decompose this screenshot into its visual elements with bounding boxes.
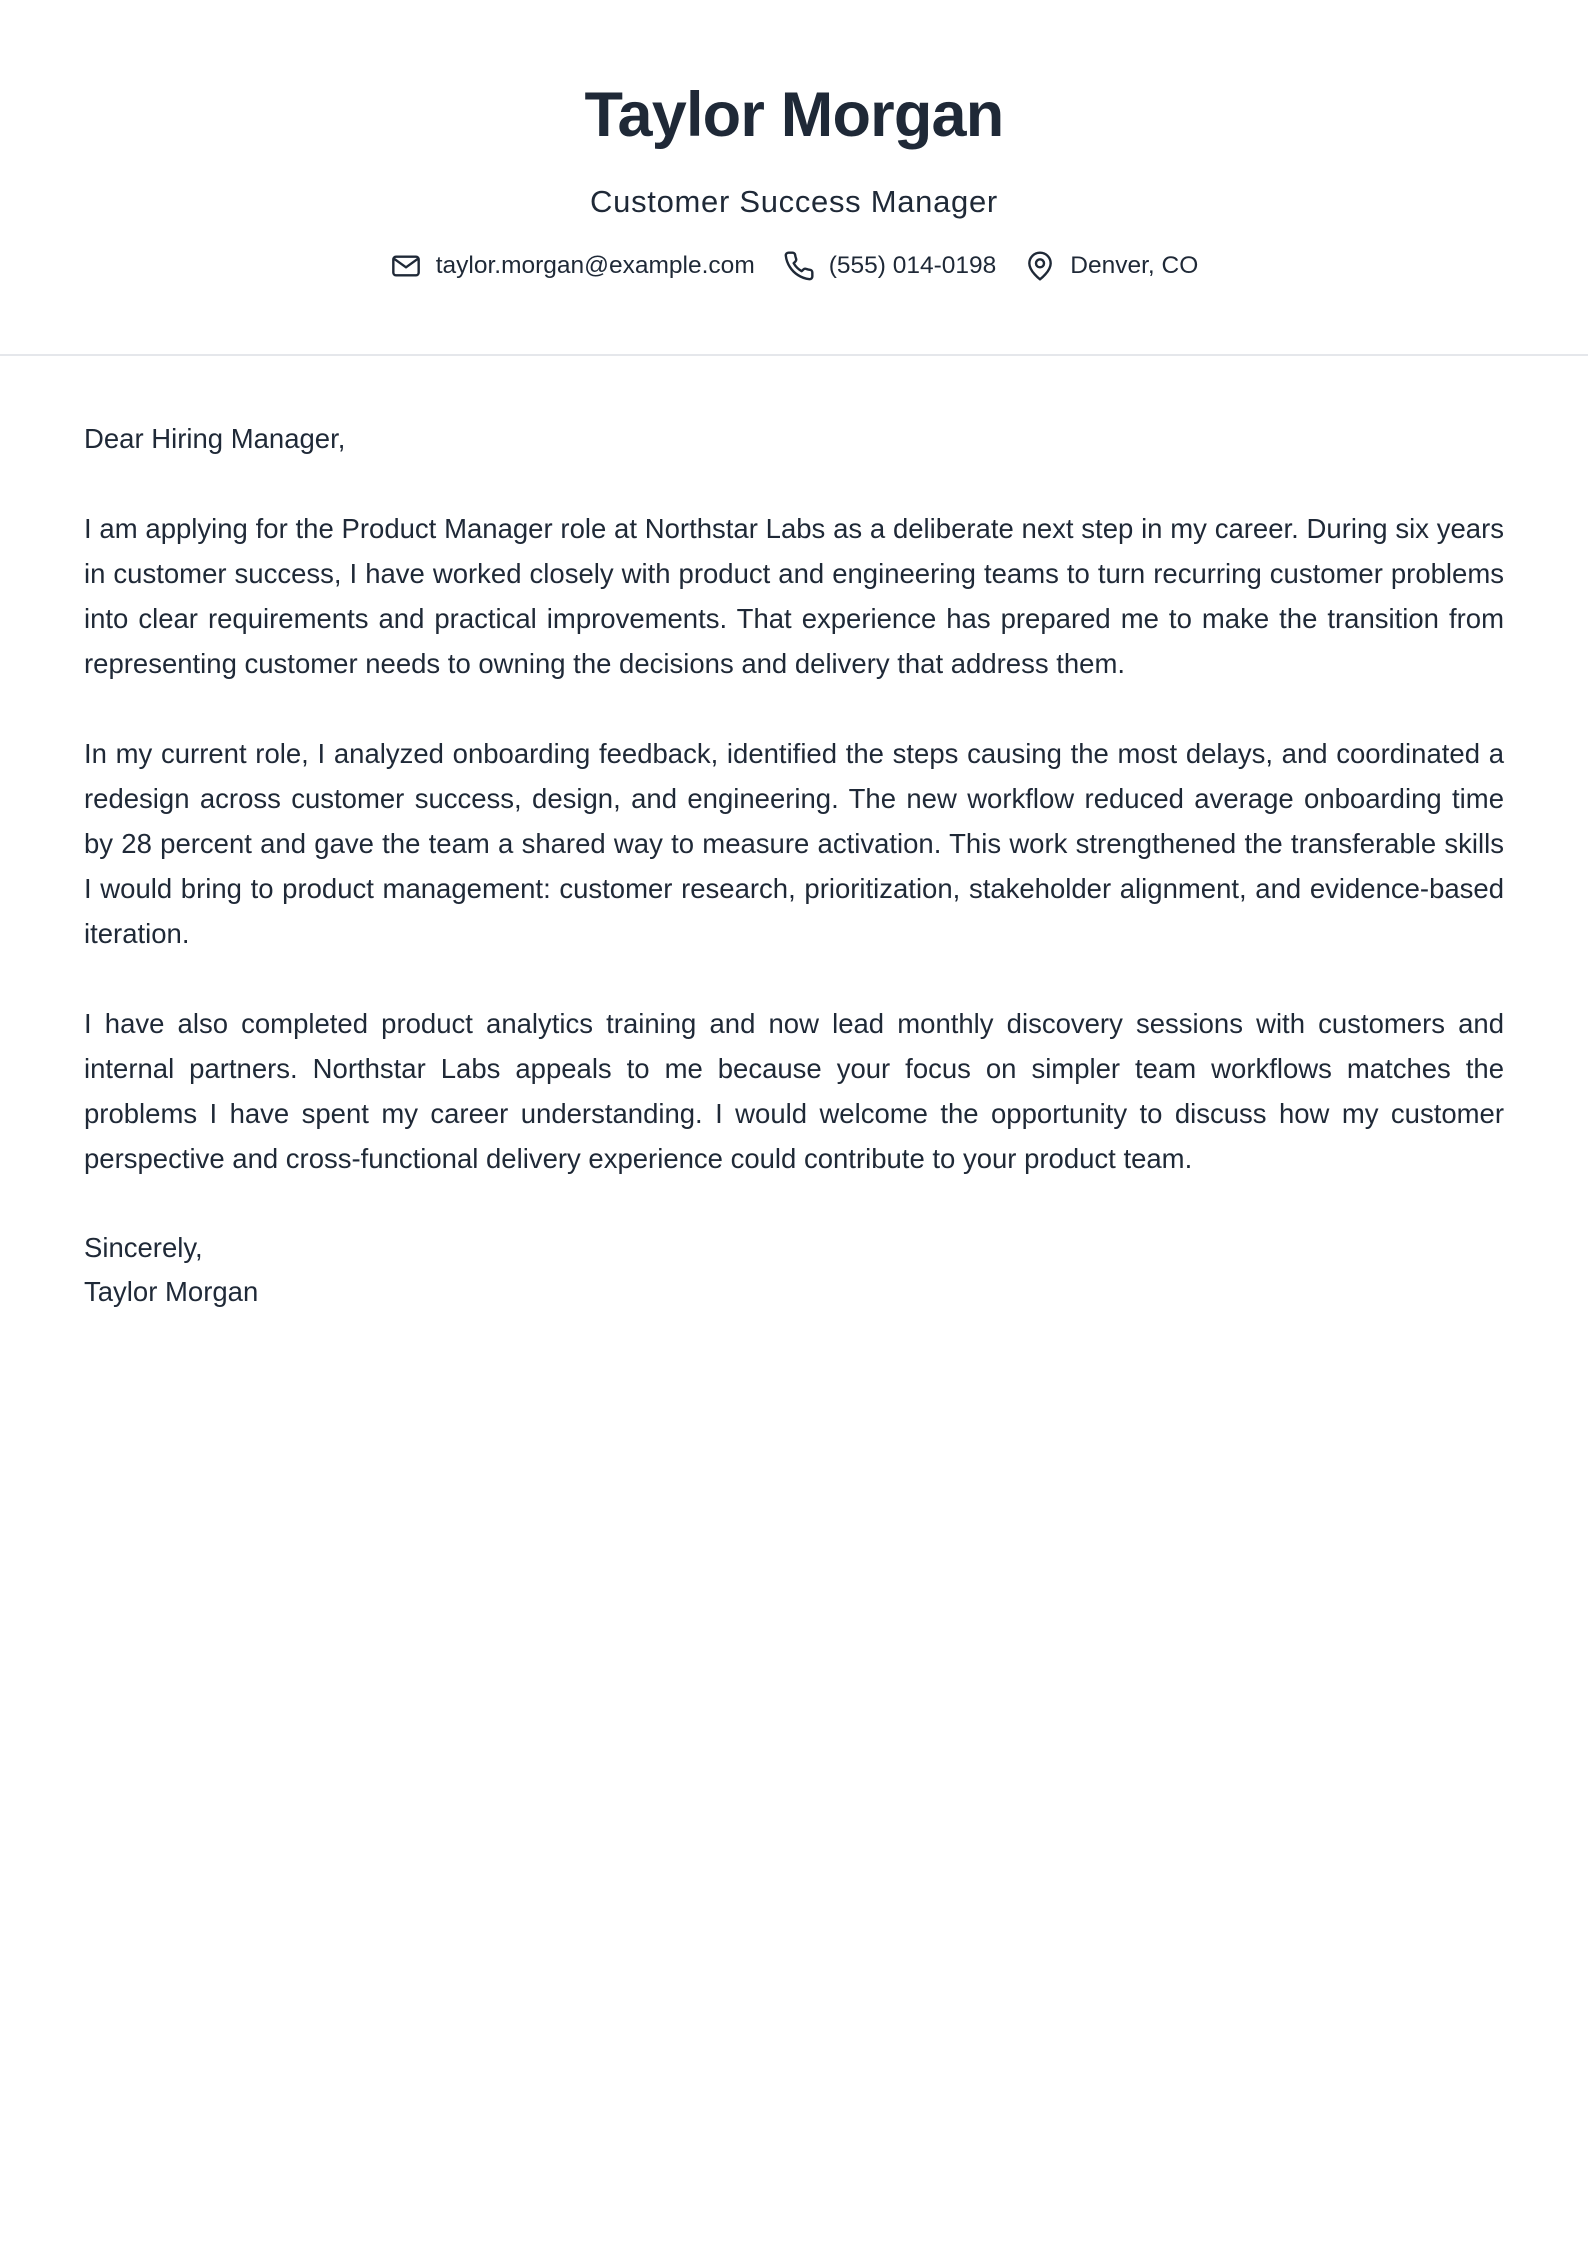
contact-email[interactable] (390, 250, 755, 282)
contact-location (1024, 250, 1198, 282)
letter-paragraph-3: I have also completed product analytics training and now lead monthly discovery sessions with customers and internal partners. Northstar Labs appeals to me because your focus on simpler team workflows matches the problems I have spent my career understanding. I would welcome the opportunity to discuss how my customer perspective and cross-functional delivery experience could contribute to your product team. (84, 1008, 1504, 1174)
letter-closing-block (84, 1226, 1504, 1314)
letter-header (0, 0, 1588, 356)
signature-name: Taylor Morgan (84, 1276, 259, 1307)
applicant-role: Customer Success Manager (590, 184, 998, 219)
salutation: Dear Hiring Manager, (84, 423, 346, 454)
letter-paragraph-2: In my current role, I analyzed onboarding feedback, identified the steps causing the most delays, and coordinated a redesign across customer success, design, and engineering. The new workflow reduced average onboarding time by 28 percent and gave the team a shared way to measure activation. This work strengthened the transferable skills I would bring to product management: customer research, prioritization, stakeholder alignment, and evidence-based iteration. (84, 738, 1504, 949)
applicant-name: Taylor Morgan (584, 80, 1004, 150)
location-text: Denver, CO (1070, 252, 1199, 279)
mail-icon (390, 250, 422, 282)
phone-icon (783, 250, 815, 282)
contact-phone[interactable] (783, 250, 997, 282)
contact-info (0, 250, 1588, 282)
map-pin-icon (1024, 250, 1056, 282)
phone-text: (555) 014-0198 (828, 252, 997, 279)
email-text: taylor.morgan@example.com (435, 252, 755, 279)
letter-paragraph-1: I am applying for the Product Manager role at Northstar Labs as a deliberate next step in my career. During six years in customer success, I have worked closely with product and engineering teams to turn recurring customer problems into clear requirements and practical improvements. That experience has prepared me to make the transition from representing customer needs to owning the decisions and delivery that address them. (84, 513, 1504, 679)
closing-phrase: Sincerely, (84, 1232, 203, 1263)
letter-body (0, 356, 1588, 1314)
